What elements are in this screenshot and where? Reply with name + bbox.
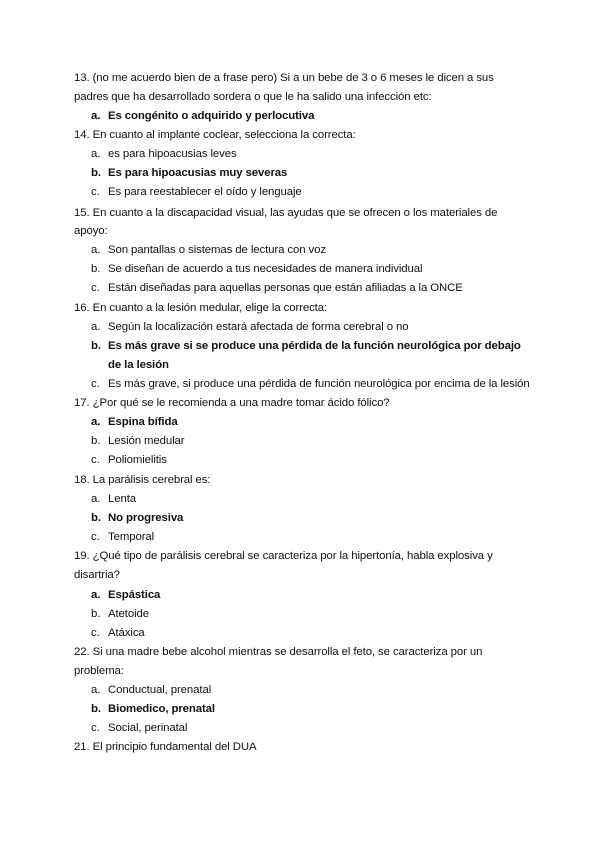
answer-option <box>91 721 187 735</box>
option-letter: b. <box>91 340 101 352</box>
answer-option <box>91 339 521 353</box>
option-text: Social, perinatal <box>108 722 188 734</box>
option-text: Poliomielitis <box>108 454 167 466</box>
answer-option <box>91 702 215 716</box>
answer-option <box>91 281 463 295</box>
option-text: Es más grave, si produce una pérdida de función neurológica por encima de la lesión <box>108 378 530 390</box>
option-letter: a. <box>91 493 101 505</box>
answer-option <box>91 243 326 257</box>
option-text: Lesión medular <box>108 435 185 447</box>
question-21-text: 21. El principio fundamental del DUA <box>74 741 257 753</box>
question-14-text: 14. En cuanto al implante coclear, selecciona la correcta: <box>74 129 356 141</box>
answer-option <box>91 147 237 161</box>
question-16-text: 16. En cuanto a la lesión medular, elige la correcta: <box>74 302 328 314</box>
option-text: Según la localización estará afectada de forma cerebral o no <box>108 321 409 333</box>
option-letter: b. <box>91 703 101 715</box>
option-letter: b. <box>91 608 101 620</box>
option-text: Espina bífida <box>108 416 178 428</box>
option-letter: b. <box>91 512 101 524</box>
option-letter: c. <box>91 627 100 639</box>
answer-option <box>91 262 422 276</box>
answer-option <box>91 377 530 391</box>
option-letter: a. <box>91 244 101 256</box>
option-text: Es para reestablecer el oído y lenguaje <box>108 186 302 198</box>
question-13-text-line-2: padres que ha desarrollado sordera o que le ha salido una infección etc: <box>74 91 432 103</box>
option-text: Son pantallas o sistemas de lectura con voz <box>108 244 326 256</box>
option-letter: c. <box>91 186 100 198</box>
option-letter: a. <box>91 148 101 160</box>
question-18-text: 18. La parálisis cerebral es: <box>74 474 211 486</box>
option-text: Es más grave si se produce una pérdida de la función neurológica por debajo <box>108 340 521 352</box>
option-text: Espástica <box>108 589 161 601</box>
option-text: Biomedico, prenatal <box>108 703 215 715</box>
option-text: Se diseñan de acuerdo a tus necesidades de manera individual <box>108 263 423 275</box>
option-letter: c. <box>91 454 100 466</box>
question-19-text-line-2: disartria? <box>74 569 120 581</box>
answer-option <box>91 683 211 697</box>
option-letter: a. <box>91 321 101 333</box>
answer-option <box>91 434 184 448</box>
question-19-text-line-1: 19. ¿Qué tipo de parálisis cerebral se caracteriza por la hipertonía, habla explosiva y <box>74 550 493 562</box>
answer-option <box>91 492 136 506</box>
question-15-text-line-1: 15. En cuanto a la discapacidad visual, las ayudas que se ofrecen o los materiales de <box>74 207 498 219</box>
option-text: Atáxica <box>108 627 145 639</box>
option-letter: c. <box>91 378 100 390</box>
question-13-text-line-1: 13. (no me acuerdo bien de a frase pero) Si a un bebe de 3 o 6 meses le dicen a sus <box>74 72 494 84</box>
option-letter: c. <box>91 531 100 543</box>
option-text: No progresiva <box>108 512 184 524</box>
option-text: Conductual, prenatal <box>108 684 212 696</box>
option-text: es para hipoacusias leves <box>108 148 237 160</box>
option-text: Están diseñadas para aquellas personas que están afiliadas a la ONCE <box>108 282 463 294</box>
question-17-text: 17. ¿Por qué se le recomienda a una madre tomar ácido fólico? <box>74 397 390 409</box>
question-15-text-line-2: apoyo: <box>74 225 108 237</box>
option-text: Es congénito o adquirido y perlocutiva <box>108 110 315 122</box>
question-22-text-line-1: 22. Si una madre bebe alcohol mientras se desarrolla el feto, se caracteriza por un <box>74 646 483 658</box>
option-text-continuation: de la lesión <box>108 359 169 371</box>
option-letter: b. <box>91 263 101 275</box>
answer-option <box>91 185 302 199</box>
option-text: Es para hipoacusias muy severas <box>108 167 288 179</box>
option-text: Lenta <box>108 493 137 505</box>
option-letter: a. <box>91 416 101 428</box>
option-letter: a. <box>91 684 101 696</box>
answer-option <box>91 626 145 640</box>
option-letter: a. <box>91 589 101 601</box>
answer-option <box>91 415 178 429</box>
answer-option <box>91 320 408 334</box>
answer-option <box>91 588 160 602</box>
option-letter: b. <box>91 167 101 179</box>
option-letter: a. <box>91 110 101 122</box>
answer-option <box>91 166 287 180</box>
answer-option <box>91 511 183 525</box>
option-letter: b. <box>91 435 101 447</box>
answer-option <box>91 607 149 621</box>
option-text: Temporal <box>108 531 155 543</box>
answer-option <box>91 453 167 467</box>
question-22-text-line-2: problema: <box>74 665 124 677</box>
answer-option <box>91 109 314 123</box>
option-letter: c. <box>91 722 100 734</box>
option-letter: c. <box>91 282 100 294</box>
option-text: Atetoide <box>108 608 149 620</box>
answer-option <box>91 530 154 544</box>
